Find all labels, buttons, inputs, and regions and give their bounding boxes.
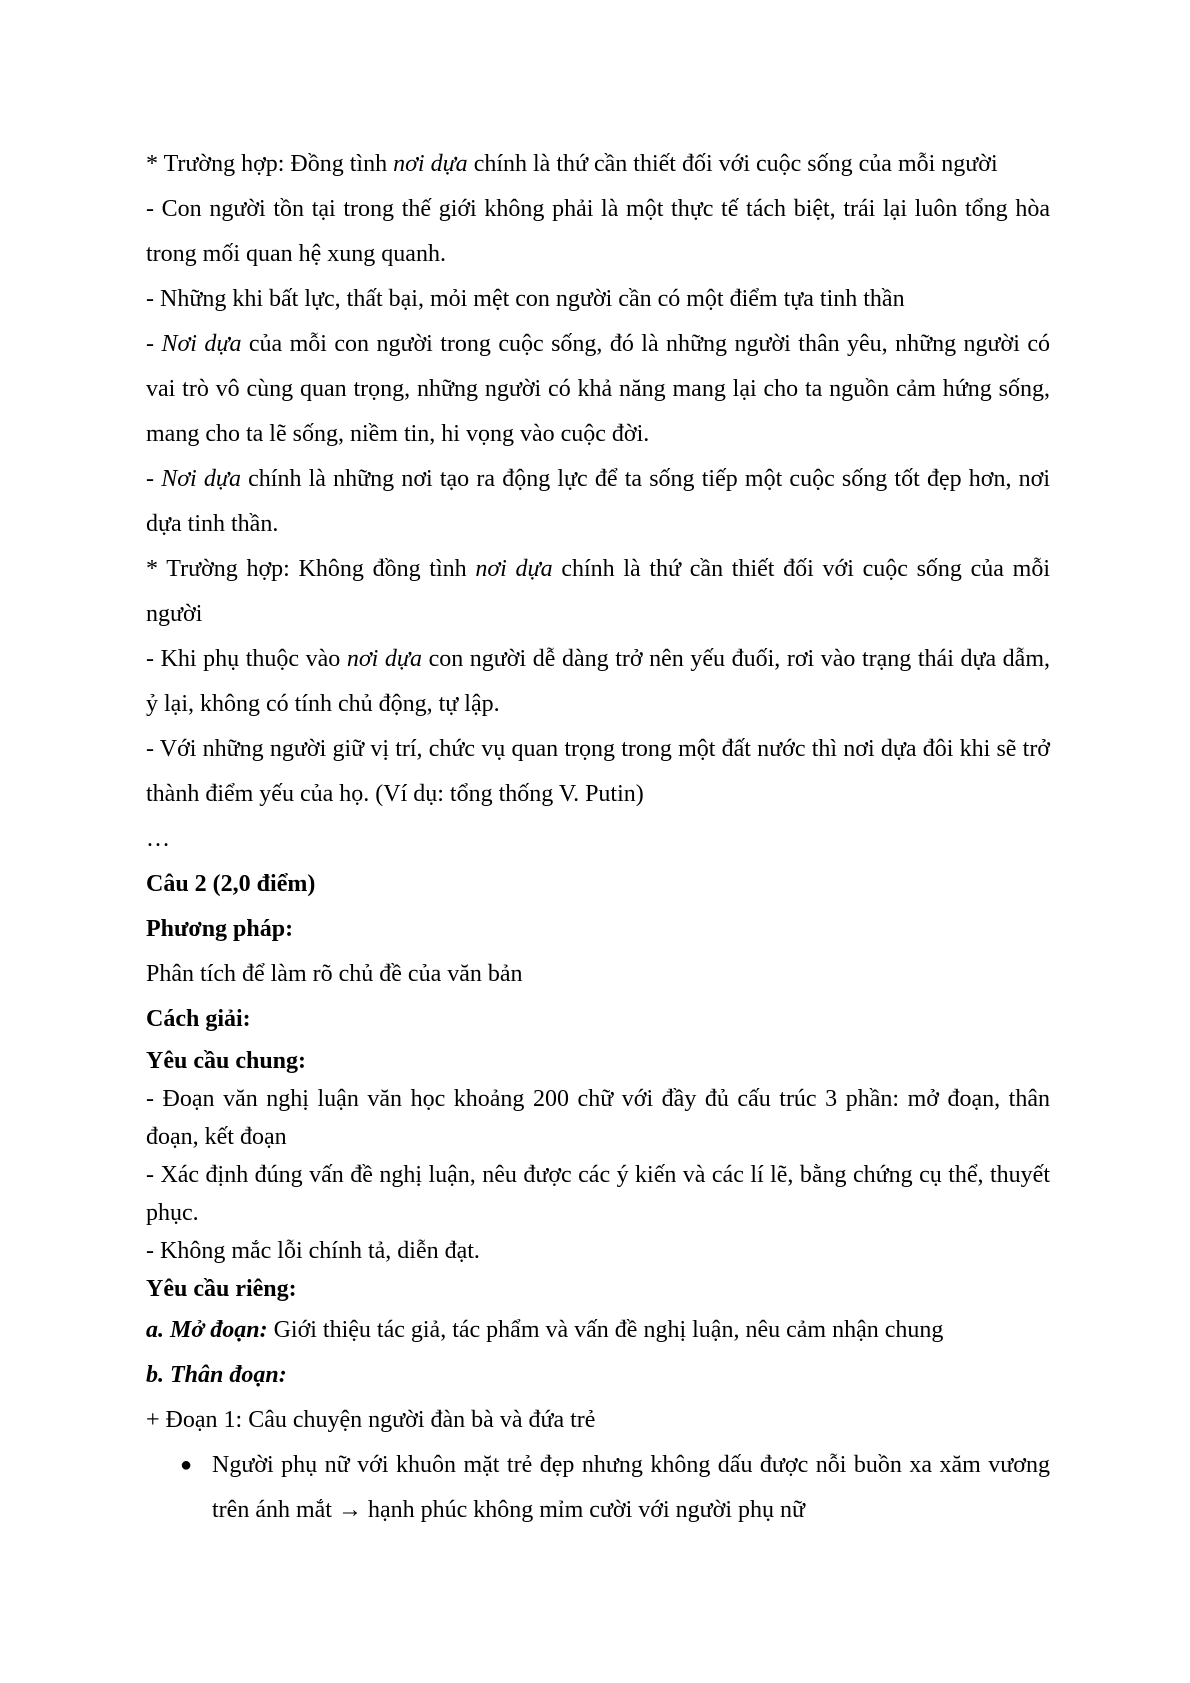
body-label: b. Thân đoạn: [146, 1362, 287, 1388]
italic-term: nơi dựa [393, 151, 468, 177]
general-requirement-3: - Không mắc lỗi chính tả, diễn đạt. [146, 1238, 480, 1264]
italic-term: Nơi dựa [161, 331, 242, 357]
opening-label: a. Mở đoạn: [146, 1317, 268, 1343]
general-requirement-2: - Xác định đúng vấn đề nghị luận, nêu được các ý kiến và các lí lẽ, bằng chứng cụ thể, thuyết phục. [146, 1162, 1050, 1226]
text: * Trường hợp: Không đồng tình [146, 556, 476, 582]
text: Giới thiệu tác giả, tác phẩm và vấn đề nghị luận, nêu cảm nhận chung [267, 1317, 944, 1343]
general-requirement-1: - Đoạn văn nghị luận văn học khoảng 200 chữ với đầy đủ cấu trúc 3 phần: mở đoạn, thân đoạn, kết đoạn [146, 1086, 1050, 1150]
agree-point-3 [146, 322, 1050, 457]
italic-term: Nơi dựa [161, 466, 241, 492]
question-2-heading: Câu 2 (2,0 điểm) [146, 871, 316, 897]
ellipsis: … [146, 826, 170, 852]
case-agree-line [146, 142, 1050, 187]
bullet-icon: ● [180, 1454, 193, 1476]
text: - [146, 466, 162, 492]
document-page [146, 142, 1050, 1533]
opening-line [146, 1308, 1050, 1353]
general-requirements-label: Yêu cầu chung: [146, 1048, 307, 1074]
text: - [146, 331, 162, 357]
method-label: Phương pháp: [146, 916, 294, 942]
agree-point-4 [146, 457, 1050, 547]
text: chính là thứ cần thiết đối với cuộc sống của mỗi người [146, 556, 1050, 627]
text: * Trường hợp: Đồng tình [146, 151, 394, 177]
method-text: Phân tích để làm rõ chủ đề của văn bản [146, 961, 523, 987]
bullet-item [180, 1443, 1050, 1533]
specific-requirements-label: Yêu cầu riêng: [146, 1276, 297, 1302]
agree-point-1: - Con người tồn tại trong thế giới không phải là một thực tế tách biệt, trái lại luôn tổng hòa trong mối quan hệ xung quanh. [146, 196, 1050, 267]
text: - Khi phụ thuộc vào [146, 646, 347, 672]
italic-term: nơi dựa [346, 646, 422, 672]
text: chính là những nơi tạo ra động lực để ta sống tiếp một cuộc sống tốt đẹp hơn, nơi dựa tinh thần. [146, 466, 1051, 537]
disagree-point-2: - Với những người giữ vị trí, chức vụ quan trọng trong một đất nước thì nơi dựa đôi khi sẽ trở thành điểm yếu của họ. (Ví dụ: tổng thống V. Putin) [146, 736, 1050, 807]
text: chính là thứ cần thiết đối với cuộc sống của mỗi người [467, 151, 998, 177]
text: con người dễ dàng trở nên yếu đuối, rơi vào trạng thái dựa dẫm, ỷ lại, không có tính chủ động, tự lập. [146, 646, 1050, 717]
agree-point-2: - Những khi bất lực, thất bại, mỏi mệt con người cần có một điểm tựa tinh thần [146, 286, 905, 312]
paragraph-1-line: + Đoạn 1: Câu chuyện người đàn bà và đứa trẻ [146, 1407, 596, 1433]
disagree-point-1 [146, 637, 1050, 727]
text: của mỗi con người trong cuộc sống, đó là những người thân yêu, những người có vai trò vô cùng quan trọng, những người có khả năng mang lại cho ta nguồn cảm hứng sống, mang cho ta lẽ sống, niềm tin, hi vọng vào cuộc đời. [146, 331, 1051, 447]
solution-label: Cách giải: [146, 1006, 251, 1032]
italic-term: nơi dựa [475, 556, 553, 582]
case-disagree-line [146, 547, 1050, 637]
bullet-text: Người phụ nữ với khuôn mặt trẻ đẹp nhưng không dấu được nỗi buồn xa xăm vương trên ánh mắt → hạnh phúc không mỉm cười với người phụ nữ [212, 1452, 1050, 1523]
